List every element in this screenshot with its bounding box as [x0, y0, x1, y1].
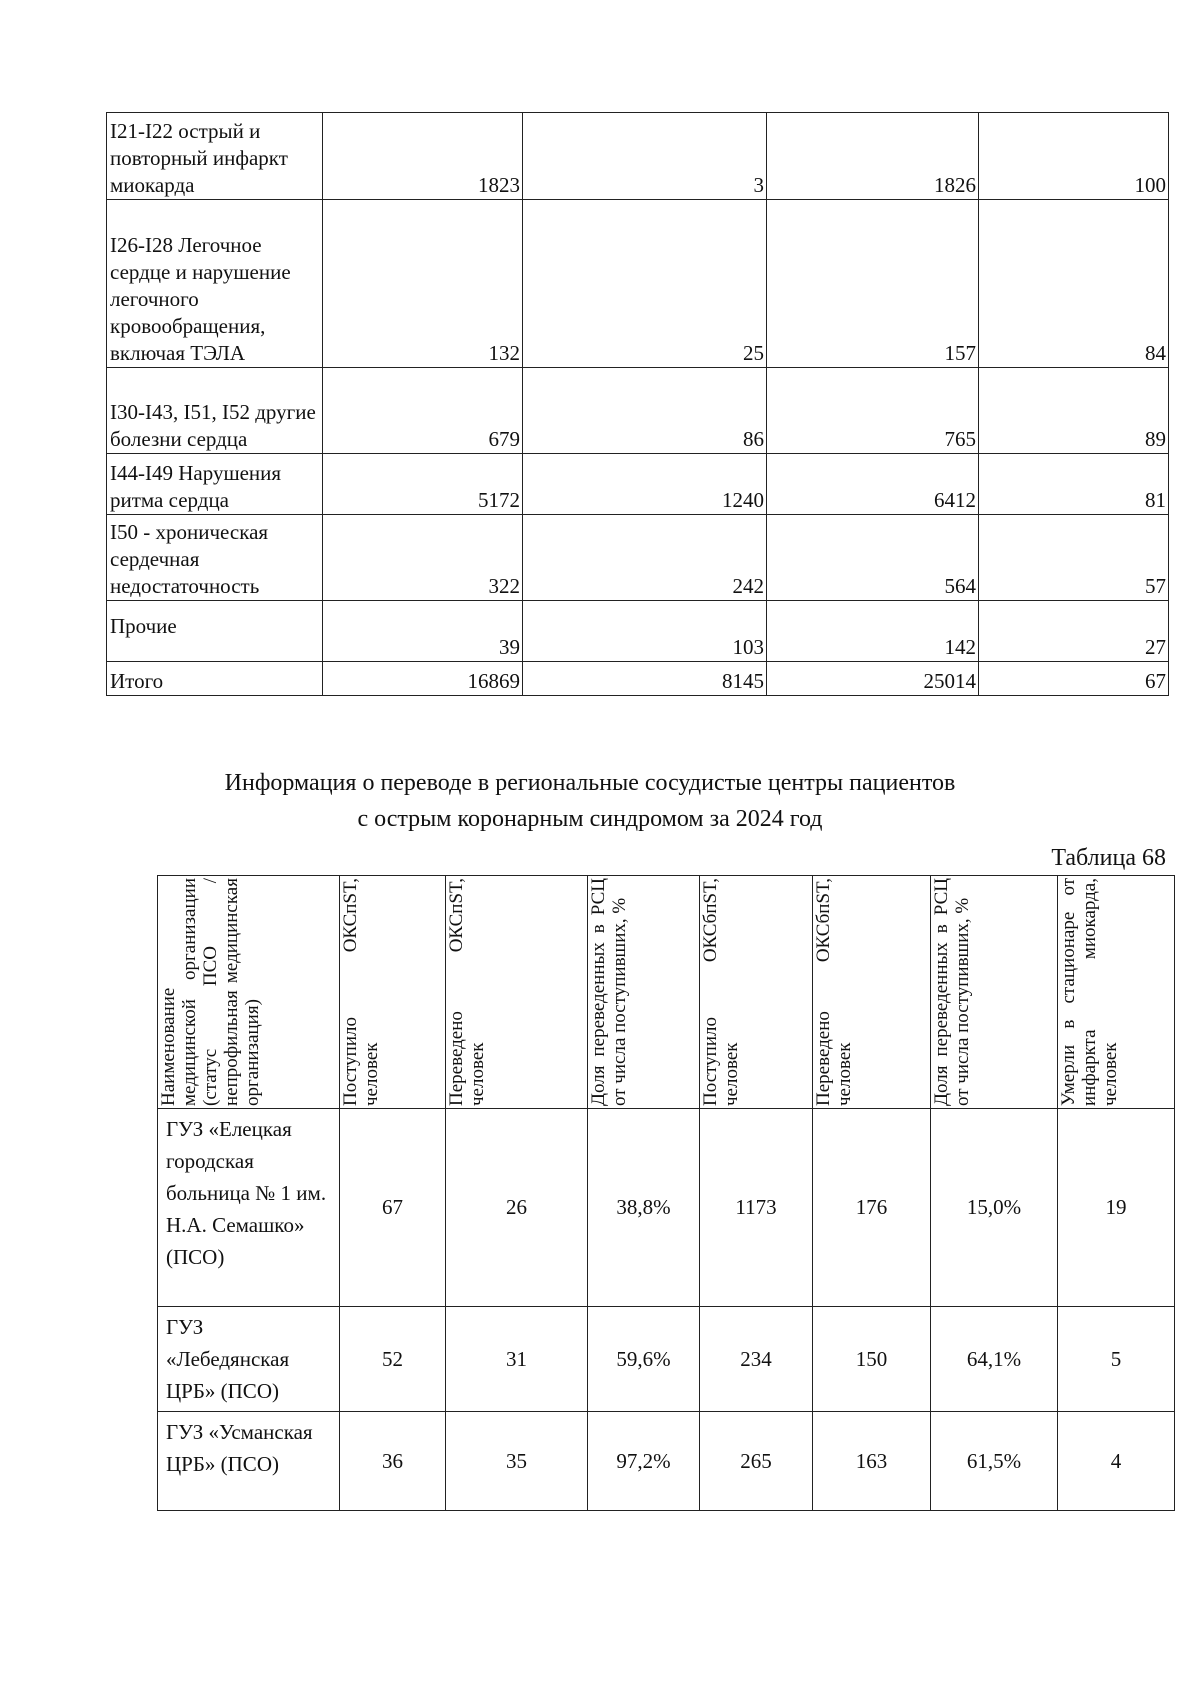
column-header: Переведено ОКСпST, человек — [446, 876, 588, 1109]
cell-value: 64,1% — [931, 1307, 1058, 1412]
table-row — [158, 1307, 1175, 1412]
cell-value: 19 — [1058, 1109, 1175, 1307]
cell-value: 8145 — [523, 662, 767, 696]
cell-value: 100 — [979, 113, 1169, 200]
cell-value: 31 — [446, 1307, 588, 1412]
cell-value: 25 — [523, 200, 767, 368]
cell-value: 26 — [446, 1109, 588, 1307]
cell-value: 25014 — [767, 662, 979, 696]
cell-value: 132 — [323, 200, 523, 368]
cell-value: 1240 — [523, 454, 767, 515]
table-number-label: Таблица 68 — [1051, 845, 1166, 871]
column-header: Доля переведенных в РСЦ от числа поступивших, % — [588, 876, 700, 1109]
cell-value: 84 — [979, 200, 1169, 368]
cell-value: 97,2% — [588, 1412, 700, 1511]
row-label: I26-I28 Легочное сердце и нарушение легочного кровообращения, включая ТЭЛА — [107, 200, 323, 368]
row-label: I44-I49 Нарушения ритма сердца — [107, 454, 323, 515]
cell-value: 59,6% — [588, 1307, 700, 1412]
cell-value: 157 — [767, 200, 979, 368]
cell-value: 61,5% — [931, 1412, 1058, 1511]
cell-value: 16869 — [323, 662, 523, 696]
cell-value: 242 — [523, 515, 767, 601]
cell-value: 1826 — [767, 113, 979, 200]
cell-value: 1173 — [700, 1109, 813, 1307]
heading-line-2: с острым коронарным синдромом за 2024 год — [357, 806, 823, 832]
cell-value: 142 — [767, 601, 979, 662]
cell-value: 103 — [523, 601, 767, 662]
cell-value: 163 — [813, 1412, 931, 1511]
cell-value: 89 — [979, 368, 1169, 454]
cell-value: 3 — [523, 113, 767, 200]
cell-value: 57 — [979, 515, 1169, 601]
table-row — [107, 200, 1169, 368]
cell-value: 86 — [523, 368, 767, 454]
cell-value: 5172 — [323, 454, 523, 515]
section-heading — [150, 765, 1030, 837]
heading-line-1: Информация о переводе в региональные сосудистые центры пациентов — [224, 770, 956, 796]
column-header: Поступило ОКСпST, человек — [340, 876, 446, 1109]
cell-value: 67 — [979, 662, 1169, 696]
organization-name: ГУЗ «Усманская ЦРБ» (ПСО) — [158, 1412, 340, 1511]
column-header: Умерли в стационаре от инфаркта миокарда, человек — [1058, 876, 1175, 1109]
column-header: Наименование медицинской организации (статус ПСО / непрофильная медицинская организация) — [158, 876, 340, 1109]
organization-name: ГУЗ «Елецкая городская больница № 1 им. Н.А. Семашко» (ПСО) — [158, 1109, 340, 1307]
row-label: I50 - хроническая сердечная недостаточность — [107, 515, 323, 601]
cell-value: 36 — [340, 1412, 446, 1511]
table-row — [158, 1109, 1175, 1307]
row-label: Прочие — [107, 601, 323, 662]
table-row — [107, 515, 1169, 601]
cell-value: 52 — [340, 1307, 446, 1412]
column-header: Поступило ОКСбпST, человек — [700, 876, 813, 1109]
column-header: Переведено ОКСбпST, человек — [813, 876, 931, 1109]
row-label: I30-I43, I51, I52 другие болезни сердца — [107, 368, 323, 454]
row-label: I21-I22 острый и повторный инфаркт миокарда — [107, 113, 323, 200]
cell-value: 564 — [767, 515, 979, 601]
cell-value: 322 — [323, 515, 523, 601]
cell-value: 15,0% — [931, 1109, 1058, 1307]
table-row — [107, 601, 1169, 662]
column-header: Доля переведенных в РСЦ от числа поступивших, % — [931, 876, 1058, 1109]
cell-value: 234 — [700, 1307, 813, 1412]
cell-value: 176 — [813, 1109, 931, 1307]
cell-value: 150 — [813, 1307, 931, 1412]
row-label: Итого — [107, 662, 323, 696]
cell-value: 679 — [323, 368, 523, 454]
cell-value: 765 — [767, 368, 979, 454]
header-row — [158, 876, 1175, 1109]
cell-value: 81 — [979, 454, 1169, 515]
cell-value: 67 — [340, 1109, 446, 1307]
table-row — [107, 454, 1169, 515]
organization-name: ГУЗ «Лебедянская ЦРБ» (ПСО) — [158, 1307, 340, 1412]
diagnosis-summary-table — [106, 112, 1169, 696]
acs-transfer-table — [157, 875, 1175, 1511]
cell-value: 38,8% — [588, 1109, 700, 1307]
cell-value: 6412 — [767, 454, 979, 515]
table-row — [158, 1412, 1175, 1511]
table-row — [107, 113, 1169, 200]
cell-value: 1823 — [323, 113, 523, 200]
cell-value: 5 — [1058, 1307, 1175, 1412]
table-row-total — [107, 662, 1169, 696]
table-row — [107, 368, 1169, 454]
cell-value: 35 — [446, 1412, 588, 1511]
cell-value: 265 — [700, 1412, 813, 1511]
cell-value: 27 — [979, 601, 1169, 662]
cell-value: 4 — [1058, 1412, 1175, 1511]
cell-value: 39 — [323, 601, 523, 662]
